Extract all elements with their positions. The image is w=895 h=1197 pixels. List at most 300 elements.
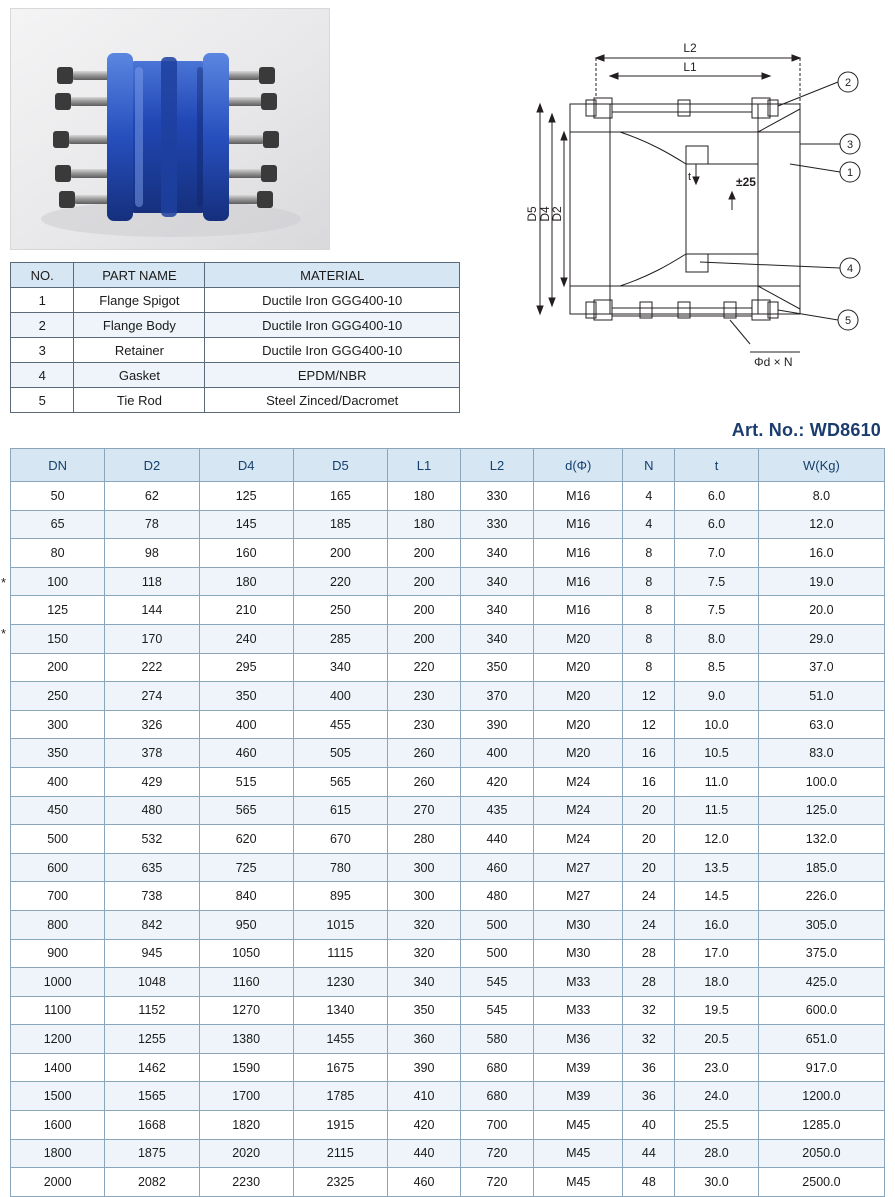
parts-cell-no: 4 [11, 363, 74, 388]
dim-cell-d2: 945 [105, 939, 199, 968]
dim-cell-w-kg: 375.0 [758, 939, 884, 968]
table-row [11, 996, 885, 1025]
row-markers [1, 448, 10, 1197]
dim-cell-l1: 320 [388, 910, 461, 939]
note-hole-pattern: Φd × N [754, 355, 793, 369]
table-row [11, 1025, 885, 1054]
dim-cell-l1: 460 [388, 1168, 461, 1197]
dim-cell-d2: 532 [105, 825, 199, 854]
dim-cell-d5: 285 [293, 624, 387, 653]
dim-cell-d4: 620 [199, 825, 293, 854]
parts-cell-name: Flange Spigot [74, 288, 205, 313]
dim-cell-dn: 1400 [11, 1053, 105, 1082]
dim-cell-w-kg: 29.0 [758, 624, 884, 653]
dim-cell-d2: 2082 [105, 1168, 199, 1197]
dim-cell-dn: 200 [11, 653, 105, 682]
dim-cell-d: M24 [533, 796, 623, 825]
dim-header-dn: DN [11, 449, 105, 482]
dim-cell-n: 40 [623, 1111, 675, 1140]
dim-header-d2: D2 [105, 449, 199, 482]
dim-cell-l1: 200 [388, 624, 461, 653]
dim-cell-l2: 350 [460, 653, 533, 682]
dim-cell-dn: 1000 [11, 968, 105, 997]
dim-cell-l1: 260 [388, 739, 461, 768]
dim-cell-d2: 98 [105, 539, 199, 568]
row-marker-1200: * [1, 626, 7, 641]
callout-2: 2 [844, 77, 852, 89]
dim-cell-d5: 455 [293, 710, 387, 739]
dim-cell-d4: 1050 [199, 939, 293, 968]
dim-cell-d2: 1048 [105, 968, 199, 997]
dim-cell-l2: 340 [460, 596, 533, 625]
dim-cell-l1: 410 [388, 1082, 461, 1111]
dim-cell-n: 24 [623, 910, 675, 939]
dim-cell-d: M27 [533, 853, 623, 882]
table-row [11, 510, 885, 539]
dim-cell-t: 11.0 [675, 767, 759, 796]
dim-cell-w-kg: 1285.0 [758, 1111, 884, 1140]
dim-cell-n: 32 [623, 1025, 675, 1054]
dim-label-l2: L2 [683, 41, 697, 55]
dim-cell-l1: 420 [388, 1111, 461, 1140]
table-row [11, 910, 885, 939]
parts-cell-no: 3 [11, 338, 74, 363]
dim-cell-d2: 480 [105, 796, 199, 825]
dim-cell-d: M45 [533, 1139, 623, 1168]
callout-5: 5 [844, 315, 852, 327]
dim-cell-l2: 420 [460, 767, 533, 796]
dim-cell-n: 8 [623, 539, 675, 568]
dim-cell-w-kg: 305.0 [758, 910, 884, 939]
dim-cell-d: M16 [533, 539, 623, 568]
dimension-table [10, 448, 885, 1197]
dim-cell-l1: 180 [388, 482, 461, 511]
dim-cell-n: 12 [623, 682, 675, 711]
dim-cell-l1: 200 [388, 596, 461, 625]
dim-cell-l2: 720 [460, 1139, 533, 1168]
dim-cell-n: 8 [623, 653, 675, 682]
dim-label-d5: D5 [525, 206, 539, 222]
dim-cell-l1: 340 [388, 968, 461, 997]
dim-cell-d5: 1340 [293, 996, 387, 1025]
dim-cell-d5: 185 [293, 510, 387, 539]
dim-cell-l1: 300 [388, 882, 461, 911]
dim-cell-w-kg: 37.0 [758, 653, 884, 682]
dim-cell-l1: 320 [388, 939, 461, 968]
dim-cell-w-kg: 1200.0 [758, 1082, 884, 1111]
dim-cell-d5: 2325 [293, 1168, 387, 1197]
dim-cell-l1: 350 [388, 996, 461, 1025]
dim-cell-n: 44 [623, 1139, 675, 1168]
dim-cell-dn: 1500 [11, 1082, 105, 1111]
dim-cell-d4: 1700 [199, 1082, 293, 1111]
dim-cell-d5: 1230 [293, 968, 387, 997]
dim-cell-t: 9.0 [675, 682, 759, 711]
dim-cell-d4: 725 [199, 853, 293, 882]
dim-cell-w-kg: 226.0 [758, 882, 884, 911]
table-row [11, 939, 885, 968]
dim-cell-d2: 1875 [105, 1139, 199, 1168]
dim-cell-dn: 80 [11, 539, 105, 568]
dim-cell-d: M20 [533, 739, 623, 768]
table-row [11, 853, 885, 882]
dim-cell-n: 36 [623, 1053, 675, 1082]
dim-cell-dn: 900 [11, 939, 105, 968]
dim-cell-t: 8.5 [675, 653, 759, 682]
parts-cell-no: 5 [11, 388, 74, 413]
dim-cell-t: 12.0 [675, 825, 759, 854]
dim-header-d-phi: d(Φ) [533, 449, 623, 482]
dim-cell-n: 16 [623, 767, 675, 796]
technical-drawing [500, 14, 890, 394]
dim-cell-d4: 1590 [199, 1053, 293, 1082]
dim-cell-n: 8 [623, 596, 675, 625]
parts-cell-no: 2 [11, 313, 74, 338]
dim-cell-d5: 615 [293, 796, 387, 825]
dim-cell-t: 20.5 [675, 1025, 759, 1054]
parts-header-no: NO. [11, 263, 74, 288]
callout-3: 3 [846, 139, 854, 151]
table-row [11, 882, 885, 911]
dim-cell-t: 25.5 [675, 1111, 759, 1140]
dim-cell-d2: 222 [105, 653, 199, 682]
dim-cell-l2: 480 [460, 882, 533, 911]
dim-cell-t: 17.0 [675, 939, 759, 968]
dim-cell-t: 18.0 [675, 968, 759, 997]
dim-cell-d2: 326 [105, 710, 199, 739]
dim-cell-t: 10.5 [675, 739, 759, 768]
dim-cell-d: M30 [533, 910, 623, 939]
parts-cell-material: Ductile Iron GGG400-10 [205, 338, 460, 363]
dim-cell-d4: 1820 [199, 1111, 293, 1140]
dim-cell-l2: 440 [460, 825, 533, 854]
table-row [11, 624, 885, 653]
dim-cell-l2: 460 [460, 853, 533, 882]
dim-cell-d5: 165 [293, 482, 387, 511]
parts-cell-name: Retainer [74, 338, 205, 363]
dim-cell-d: M27 [533, 882, 623, 911]
table-row [11, 388, 460, 413]
dim-cell-w-kg: 425.0 [758, 968, 884, 997]
dim-cell-d4: 950 [199, 910, 293, 939]
table-row [11, 767, 885, 796]
dim-cell-dn: 50 [11, 482, 105, 511]
dim-cell-d5: 1785 [293, 1082, 387, 1111]
dim-cell-d: M16 [533, 482, 623, 511]
dim-cell-d5: 1015 [293, 910, 387, 939]
dim-cell-l2: 700 [460, 1111, 533, 1140]
dim-cell-d2: 118 [105, 567, 199, 596]
table-row [11, 596, 885, 625]
dim-cell-d5: 400 [293, 682, 387, 711]
dim-label-d2: D2 [550, 206, 564, 222]
table-row [11, 363, 460, 388]
dim-cell-d5: 565 [293, 767, 387, 796]
table-row [11, 1111, 885, 1140]
dimension-header-row [11, 449, 885, 482]
dim-cell-d5: 1675 [293, 1053, 387, 1082]
product-photo [10, 8, 330, 250]
dim-cell-l1: 440 [388, 1139, 461, 1168]
dim-cell-d4: 1160 [199, 968, 293, 997]
dim-cell-l1: 230 [388, 682, 461, 711]
dim-cell-d2: 274 [105, 682, 199, 711]
dim-header-t: t [675, 449, 759, 482]
dim-cell-l2: 680 [460, 1053, 533, 1082]
dim-header-d5: D5 [293, 449, 387, 482]
dim-cell-d5: 670 [293, 825, 387, 854]
dim-cell-d5: 250 [293, 596, 387, 625]
parts-header-material: MATERIAL [205, 263, 460, 288]
parts-table [10, 262, 460, 413]
dim-cell-w-kg: 20.0 [758, 596, 884, 625]
dim-cell-d4: 460 [199, 739, 293, 768]
dim-cell-l1: 390 [388, 1053, 461, 1082]
dim-cell-d2: 1668 [105, 1111, 199, 1140]
dim-cell-w-kg: 19.0 [758, 567, 884, 596]
dim-cell-d2: 1565 [105, 1082, 199, 1111]
dim-cell-d5: 895 [293, 882, 387, 911]
table-row [11, 710, 885, 739]
dim-cell-d: M16 [533, 510, 623, 539]
dim-cell-d5: 505 [293, 739, 387, 768]
drawing-svg [500, 14, 890, 394]
dim-cell-l1: 220 [388, 653, 461, 682]
dim-cell-l1: 360 [388, 1025, 461, 1054]
dim-cell-n: 32 [623, 996, 675, 1025]
dim-cell-w-kg: 83.0 [758, 739, 884, 768]
dim-cell-d4: 350 [199, 682, 293, 711]
table-row [11, 338, 460, 363]
dim-cell-d2: 144 [105, 596, 199, 625]
dim-cell-d4: 1380 [199, 1025, 293, 1054]
dim-cell-n: 20 [623, 853, 675, 882]
dim-cell-l1: 230 [388, 710, 461, 739]
dim-cell-w-kg: 132.0 [758, 825, 884, 854]
dim-cell-n: 28 [623, 968, 675, 997]
dim-cell-d4: 145 [199, 510, 293, 539]
dim-cell-w-kg: 8.0 [758, 482, 884, 511]
dim-cell-dn: 2000 [11, 1168, 105, 1197]
dim-cell-n: 36 [623, 1082, 675, 1111]
dim-cell-l2: 580 [460, 1025, 533, 1054]
parts-cell-name: Gasket [74, 363, 205, 388]
dim-cell-d2: 429 [105, 767, 199, 796]
dim-cell-w-kg: 16.0 [758, 539, 884, 568]
dim-cell-dn: 300 [11, 710, 105, 739]
table-row [11, 653, 885, 682]
dim-cell-l2: 500 [460, 939, 533, 968]
dim-cell-d4: 180 [199, 567, 293, 596]
dim-cell-dn: 100 [11, 567, 105, 596]
dim-cell-t: 24.0 [675, 1082, 759, 1111]
dim-cell-dn: 125 [11, 596, 105, 625]
dim-cell-n: 8 [623, 567, 675, 596]
dim-cell-d2: 170 [105, 624, 199, 653]
article-number: Art. No.: WD8610 [731, 420, 881, 440]
dim-cell-n: 12 [623, 710, 675, 739]
dim-header-l1: L1 [388, 449, 461, 482]
dim-cell-w-kg: 185.0 [758, 853, 884, 882]
dim-cell-l1: 180 [388, 510, 461, 539]
dim-cell-t: 19.5 [675, 996, 759, 1025]
parts-cell-name: Flange Body [74, 313, 205, 338]
dim-cell-l2: 340 [460, 624, 533, 653]
dim-cell-d2: 1255 [105, 1025, 199, 1054]
dim-cell-d4: 840 [199, 882, 293, 911]
dim-cell-l2: 340 [460, 567, 533, 596]
row-marker-1000: * [1, 575, 7, 590]
dim-cell-d: M24 [533, 825, 623, 854]
dim-header-l2: L2 [460, 449, 533, 482]
dim-cell-t: 11.5 [675, 796, 759, 825]
dim-cell-w-kg: 12.0 [758, 510, 884, 539]
dim-cell-d: M30 [533, 939, 623, 968]
parts-cell-material: Steel Zinced/Dacromet [205, 388, 460, 413]
table-row [11, 1168, 885, 1197]
dim-cell-d2: 635 [105, 853, 199, 882]
dim-cell-d5: 340 [293, 653, 387, 682]
dim-cell-d2: 842 [105, 910, 199, 939]
dim-cell-d: M39 [533, 1082, 623, 1111]
dim-cell-t: 7.0 [675, 539, 759, 568]
dim-cell-n: 20 [623, 796, 675, 825]
dim-cell-d: M45 [533, 1168, 623, 1197]
product-photo-illustration [11, 9, 329, 249]
dim-cell-t: 14.5 [675, 882, 759, 911]
dim-cell-d5: 2115 [293, 1139, 387, 1168]
parts-cell-name: Tie Rod [74, 388, 205, 413]
dim-cell-l2: 370 [460, 682, 533, 711]
parts-cell-material: Ductile Iron GGG400-10 [205, 313, 460, 338]
table-row [11, 1053, 885, 1082]
dim-cell-l2: 400 [460, 739, 533, 768]
dim-cell-l2: 545 [460, 996, 533, 1025]
dim-cell-w-kg: 2500.0 [758, 1168, 884, 1197]
dim-cell-d: M20 [533, 653, 623, 682]
table-row [11, 825, 885, 854]
dim-cell-dn: 600 [11, 853, 105, 882]
dim-cell-d2: 78 [105, 510, 199, 539]
dim-cell-dn: 150 [11, 624, 105, 653]
callout-1: 1 [846, 167, 854, 179]
dim-cell-n: 4 [623, 510, 675, 539]
dim-cell-d5: 1115 [293, 939, 387, 968]
dim-cell-l2: 330 [460, 510, 533, 539]
dimension-table-wrapper [1, 448, 885, 1197]
dim-label-t: t [688, 171, 692, 183]
dim-cell-d4: 565 [199, 796, 293, 825]
dim-cell-w-kg: 100.0 [758, 767, 884, 796]
dim-header-w: W(Kg) [758, 449, 884, 482]
dim-cell-n: 20 [623, 825, 675, 854]
dim-cell-dn: 450 [11, 796, 105, 825]
dim-cell-d4: 160 [199, 539, 293, 568]
dim-cell-t: 16.0 [675, 910, 759, 939]
dim-cell-t: 13.5 [675, 853, 759, 882]
dim-cell-dn: 1200 [11, 1025, 105, 1054]
dim-cell-t: 6.0 [675, 510, 759, 539]
dim-cell-d2: 62 [105, 482, 199, 511]
dim-cell-d4: 295 [199, 653, 293, 682]
dim-header-d4: D4 [199, 449, 293, 482]
table-row [11, 288, 460, 313]
parts-cell-material: EPDM/NBR [205, 363, 460, 388]
dim-cell-d: M33 [533, 968, 623, 997]
dim-cell-d5: 780 [293, 853, 387, 882]
dim-cell-d: M45 [533, 1111, 623, 1140]
dim-cell-w-kg: 651.0 [758, 1025, 884, 1054]
table-row [11, 567, 885, 596]
dim-cell-n: 16 [623, 739, 675, 768]
dim-cell-dn: 350 [11, 739, 105, 768]
dim-cell-n: 4 [623, 482, 675, 511]
dim-cell-d: M39 [533, 1053, 623, 1082]
dim-cell-n: 28 [623, 939, 675, 968]
dimension-table-body [11, 482, 885, 1197]
dim-cell-l2: 390 [460, 710, 533, 739]
dim-cell-d: M16 [533, 596, 623, 625]
dim-cell-dn: 500 [11, 825, 105, 854]
dim-cell-w-kg: 125.0 [758, 796, 884, 825]
dim-cell-dn: 1800 [11, 1139, 105, 1168]
dim-cell-d5: 1915 [293, 1111, 387, 1140]
dim-cell-d4: 400 [199, 710, 293, 739]
dim-cell-l1: 200 [388, 567, 461, 596]
table-row [11, 1139, 885, 1168]
dim-cell-dn: 65 [11, 510, 105, 539]
dim-cell-l2: 340 [460, 539, 533, 568]
dim-cell-dn: 1100 [11, 996, 105, 1025]
dim-cell-d: M20 [533, 710, 623, 739]
dim-cell-l1: 270 [388, 796, 461, 825]
dim-cell-d: M20 [533, 682, 623, 711]
dim-label-d4: D4 [538, 206, 552, 222]
table-row [11, 539, 885, 568]
dim-cell-n: 24 [623, 882, 675, 911]
dim-cell-l1: 200 [388, 539, 461, 568]
dim-cell-d5: 1455 [293, 1025, 387, 1054]
dim-cell-l2: 500 [460, 910, 533, 939]
table-row [11, 313, 460, 338]
dim-cell-d: M16 [533, 567, 623, 596]
dim-cell-dn: 250 [11, 682, 105, 711]
dim-header-n: N [623, 449, 675, 482]
dim-cell-d: M20 [533, 624, 623, 653]
dim-cell-dn: 800 [11, 910, 105, 939]
dim-cell-d4: 210 [199, 596, 293, 625]
dim-cell-d5: 200 [293, 539, 387, 568]
parts-table-header-row [11, 263, 460, 288]
dim-cell-d2: 1152 [105, 996, 199, 1025]
dim-cell-d5: 220 [293, 567, 387, 596]
dim-cell-n: 8 [623, 624, 675, 653]
table-row [11, 682, 885, 711]
dim-label-l1: L1 [683, 60, 697, 74]
dim-cell-d2: 738 [105, 882, 199, 911]
dim-cell-t: 7.5 [675, 567, 759, 596]
dim-cell-t: 6.0 [675, 482, 759, 511]
table-row [11, 739, 885, 768]
dim-cell-w-kg: 917.0 [758, 1053, 884, 1082]
dim-cell-dn: 400 [11, 767, 105, 796]
dim-cell-t: 23.0 [675, 1053, 759, 1082]
callout-4: 4 [846, 263, 854, 275]
dim-cell-dn: 1600 [11, 1111, 105, 1140]
dim-cell-d4: 2020 [199, 1139, 293, 1168]
table-row [11, 968, 885, 997]
dim-cell-d: M24 [533, 767, 623, 796]
